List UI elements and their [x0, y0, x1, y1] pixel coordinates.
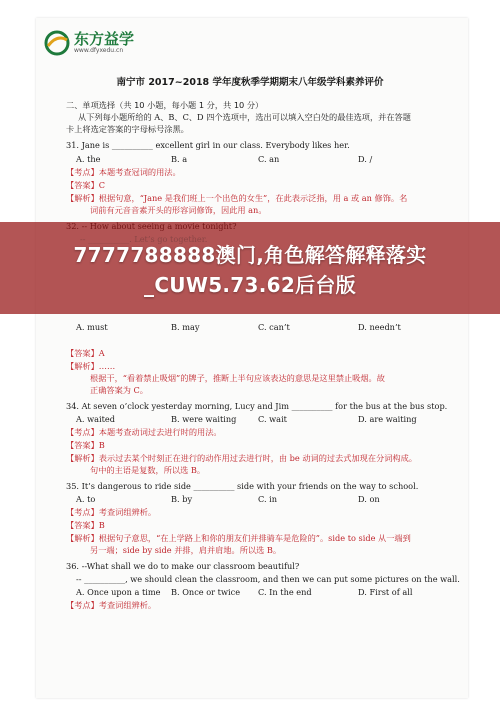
question-31-point: 【考点】本题考查冠词的用法。	[66, 167, 181, 177]
question-31-analysis-2: 词前有元音音素开头的形容词修饰，因此用 an。	[90, 205, 267, 215]
question-34-analysis-1: 【解析】表示过去某个时刻正在进行的动作用过去进行时，由 be 动词的过去式加现在分词构成。	[66, 453, 417, 463]
logo-icon	[44, 30, 70, 56]
option-a: A. waited	[76, 414, 116, 424]
overlay-line-2: _CUW5.73.62后台版	[144, 273, 356, 297]
option-a: A. the	[76, 154, 101, 164]
logo-text: 东方益学	[74, 30, 135, 48]
question-36-stem-2: -- __________, we should clean the classroom, and then we can put some pictures on the wall.	[76, 574, 460, 584]
section-instruction-2: 卡上将选定答案的字母标号涂黑。	[66, 124, 189, 134]
question-31-stem: 31. Jane is __________ excellent girl in our class. Everybody likes her.	[66, 140, 350, 150]
question-33-answer: 【答案】A	[66, 348, 105, 358]
question-34-answer: 【答案】B	[66, 440, 105, 450]
question-33-analysis-2: 根据干，“看着禁止吸烟”的牌子，推断上半句应该表达的意思是这里禁止吸烟。故	[90, 373, 385, 383]
option-c: C. an	[258, 154, 280, 164]
question-34-analysis-2: 句中的主语是复数，所以选 B。	[90, 465, 206, 475]
option-c: C. in	[258, 494, 278, 504]
question-31-answer: 【答案】C	[66, 180, 106, 190]
question-35-answer: 【答案】B	[66, 520, 105, 530]
question-36-stem: 36. --What shall we do to make our classroom beautiful?	[66, 561, 300, 571]
question-33-analysis-1: 【解析】……	[66, 361, 116, 371]
option-a: A. to	[76, 494, 96, 504]
question-34-stem: 34. At seven o’clock yesterday morning, Lucy and Jim __________ for the bus at the bus stop.	[66, 401, 448, 411]
option-d: D. needn’t	[358, 322, 401, 332]
option-d: D. /	[358, 154, 373, 164]
option-b: B. by	[171, 494, 193, 504]
question-32-stem-2: -- __________. Let’s go together.	[80, 234, 208, 244]
option-c: C. In the end	[258, 587, 312, 597]
question-35-point: 【考点】考查词组辨析。	[66, 507, 157, 517]
option-d: D. First of all	[358, 587, 413, 597]
question-35-analysis-1: 【解析】根据句子意思，“在上学路上和你的朋友们并排骑车是危险的”。side to side 从一端到	[66, 533, 411, 543]
option-a: A. Once upon a time	[76, 587, 161, 597]
section-heading: 二、单项选择（共 10 小题，每小题 1 分，共 10 分）	[66, 100, 264, 110]
logo-url: www.dfyxedu.cn	[74, 47, 124, 54]
question-36-point: 【考点】考查词组辨析。	[66, 600, 157, 610]
option-b: B. Once or twice	[171, 587, 241, 597]
option-b: B. may	[171, 322, 200, 332]
section-instruction-1: 从下列每小题所给的 A、B、C、D 四个选项中，选出可以填入空白处的最佳选项，并在答题	[78, 112, 411, 122]
question-35-analysis-2: 另一端；side by side 并排，肩并肩地。所以选 B。	[90, 545, 282, 555]
question-31-analysis-1: 【解析】根据句意，“Jane 是我们班上一个出色的女生”，在此表示泛指，用 a 或 an 修饰。名	[66, 193, 408, 203]
question-33-analysis-3: 正确答案为 C。	[90, 385, 148, 395]
option-a: A. must	[76, 322, 108, 332]
option-c: C. wait	[258, 414, 287, 424]
option-d: D. are waiting	[358, 414, 417, 424]
option-c: C. can’t	[258, 322, 290, 332]
option-b: B. were waiting	[171, 414, 237, 424]
overlay-banner	[0, 222, 500, 314]
overlay-line-1: 7777788888澳门,角色解答解释落实	[73, 243, 427, 267]
question-34-point: 【考点】本题考查动词过去进行时的用法。	[66, 427, 222, 437]
question-35-stem: 35. It’s dangerous to ride side __________ side with your friends on the way to school.	[66, 481, 419, 491]
document-title: 南宁市 2017~2018 学年度秋季学期期末八年级学科素养评价	[116, 77, 384, 88]
option-d: D. on	[358, 494, 380, 504]
logo	[44, 30, 134, 56]
option-b: B. a	[171, 154, 188, 164]
